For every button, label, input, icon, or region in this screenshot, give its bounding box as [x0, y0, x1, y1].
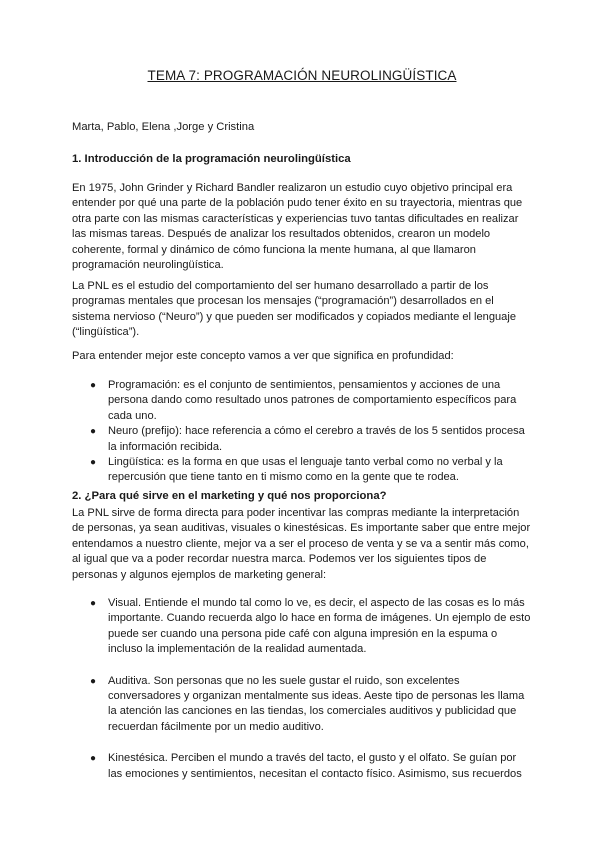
- list-item: ● Lingüística: es la forma en que usas el lenguaje tanto verbal como no verbal y la repercusión que tiene tanto en ti mismo como en la gente que te rodea.: [90, 456, 503, 484]
- authors-line: Marta, Pablo, Elena ,Jorge y Cristina: [72, 121, 255, 133]
- list-item: ● Auditiva. Son personas que no les suele gustar el ruido, son excelentes conversadores y organizan mentalmente sus ideas. Aeste tipo de personas les llama la atención las canciones en las tiendas, los comerciales auditivos y publicidad que recuerdan fácilmente por un medio auditivo.: [90, 674, 525, 733]
- section-1-paragraph-1: En 1975, John Grinder y Richard Bandler realizaron un estudio cuyo objetivo principal era entender por qué una parte de la población pudo tener éxito en su trayectoria, mientras que otra parte con las mismas características y experiencias tuvo tantas dificultades en realizar las mismas tareas. Después de analizar los resultados obtenidos, crearon un modelo coherente, formal y dinámico de cómo funciona la mente humana, al que llamaron programación neurolingüística.: [72, 182, 523, 272]
- bullet-icon: ●: [90, 457, 97, 469]
- bullet-icon: ●: [90, 753, 97, 765]
- list-item: ● Neuro (prefijo): hace referencia a cómo el cerebro a través de los 5 sentidos procesa la información recibida.: [90, 425, 525, 453]
- bullet-icon: ●: [90, 426, 97, 438]
- section-1-paragraph-3: Para entender mejor este concepto vamos a ver que significa en profundidad:: [72, 350, 454, 362]
- document-title: TEMA 7: PROGRAMACIÓN NEUROLINGÜÍSTICA: [147, 68, 457, 83]
- bullet-icon: ●: [90, 598, 97, 609]
- bullet-icon: ●: [90, 380, 97, 391]
- section-1-bullet-list: [90, 378, 532, 486]
- list-item: ● Kinestésica. Perciben el mundo a través del tacto, el gusto y el olfato. Se guían por las emociones y sentimientos, necesitan el contacto físico. Asimismo, sus recuerdos: [90, 752, 522, 780]
- section-2-paragraph-1: La PNL sirve de forma directa para poder incentivar las compras mediante la interpretación de personas, ya sean auditivas, visuales o kinestésicas. Es importante saber que entre mejor entendamos a nuestro cliente, mejor va a ser el proceso de venta y se va a sentir más como, al igual que va a poder recordar nuestra marca. Podemos ver los siguientes tipos de personas y algunos ejemplos de marketing general:: [72, 507, 531, 581]
- section-2-bullet-list: [90, 596, 532, 782]
- section-1-paragraph-2: La PNL es el estudio del comportamiento del ser humano desarrollado a partir de los programas mentales que procesan los mensajes (“programación”) desarrollados en el sistema nervioso (“Neuro”) y que pueden ser modificados y copiados mediante el lenguaje (“lingüística”).: [72, 280, 516, 339]
- list-item: ● Programación: es el conjunto de sentimientos, pensamientos y acciones de una persona dando como resultado unos patrones de comportamiento específicos para cada uno.: [90, 379, 517, 422]
- bullet-icon: ●: [90, 675, 97, 687]
- section-1-heading: 1. Introducción de la programación neurolingüística: [72, 153, 351, 165]
- section-2-heading: 2. ¿Para qué sirve en el marketing y qué nos proporciona?: [72, 490, 387, 502]
- list-item: ● Visual. Entiende el mundo tal como lo ve, es decir, el aspecto de las cosas es lo más importante. Cuando recuerda algo lo hace en forma de imágenes. Un ejemplo de esto puede ser cuando una persona pide café con alguna impresión en la espuma o incluso la implementación de la realidad aumentada.: [90, 597, 531, 656]
